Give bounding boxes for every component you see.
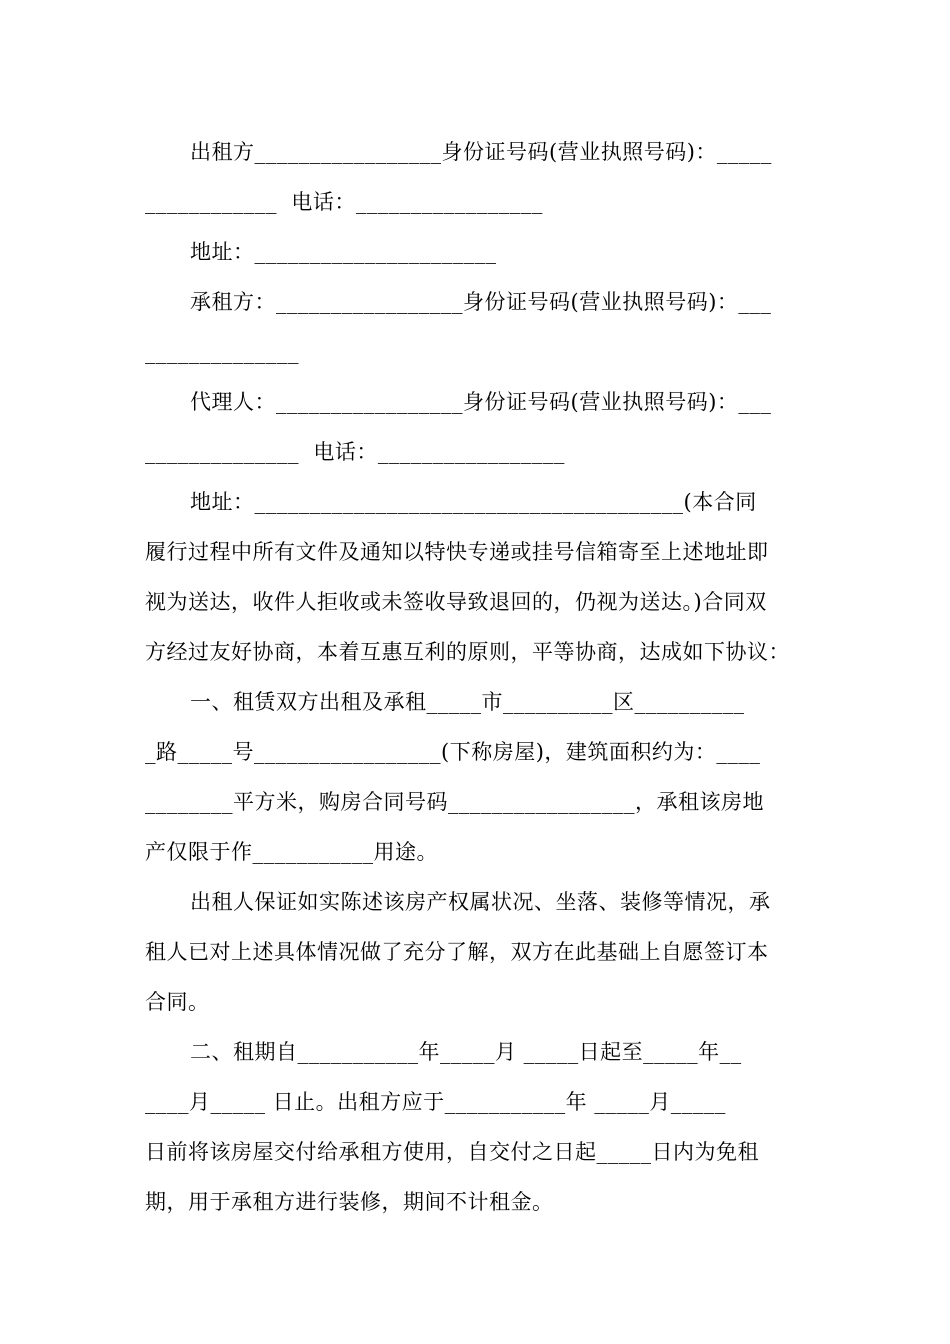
lessor-address-line: 地址：______________________ [190, 240, 497, 264]
article-1-line-4: 产仅限于作___________用途。 [145, 840, 438, 864]
address-clause-line-1: 地址：_______________________________________(本合同 [190, 490, 757, 514]
article-2-line-4: 期，用于承租方进行装修，期间不计租金。 [145, 1190, 554, 1214]
article-2-line-2: ____月_____ 日止。出租方应于___________年 _____月_____ [145, 1090, 726, 1114]
article-1-line-2: _路_____号_________________(下称房屋)，建筑面积约为：____ [145, 740, 761, 764]
address-clause-line-2: 履行过程中所有文件及通知以特快专递或挂号信箱寄至上述地址即 [145, 540, 769, 564]
address-clause-line-3: 视为送达，收件人拒收或未签收导致退回的，仍视为送达。)合同双 [145, 590, 767, 614]
lessee-line: 承租方：_________________身份证号码(营业执照号码)：___ [190, 290, 772, 314]
article-1-line-1: 一、租赁双方出租及承租_____市__________区__________ [190, 690, 745, 714]
article-2-line-3: 日前将该房屋交付给承租方使用，自交付之日起_____日内为免租 [145, 1140, 759, 1164]
guarantee-line-3: 合同。 [145, 990, 210, 1014]
article-1-line-3: ________平方米，购房合同号码_________________，承租该房地 [145, 790, 764, 814]
guarantee-line-1: 出租人保证如实陈述该房产权属状况、坐落、装修等情况，承 [190, 890, 771, 914]
agent-phone-line: ______________ 电话：_________________ [145, 440, 565, 464]
address-clause-line-4: 方经过友好协商，本着互惠互利的原则，平等协商，达成如下协议： [145, 640, 790, 664]
lessee-id-continuation: ______________ [145, 340, 299, 364]
lessor-line: 出租方_________________身份证号码(营业执照号码)：_____ [190, 140, 772, 164]
article-2-line-1: 二、租期自___________年_____月 _____日起至_____年__ [190, 1040, 742, 1064]
lessor-phone-line: ____________ 电话：_________________ [145, 190, 543, 214]
agent-line: 代理人：_________________身份证号码(营业执照号码)：___ [190, 390, 772, 414]
guarantee-line-2: 租人已对上述具体情况做了充分了解，双方在此基础上自愿签订本 [145, 940, 769, 964]
